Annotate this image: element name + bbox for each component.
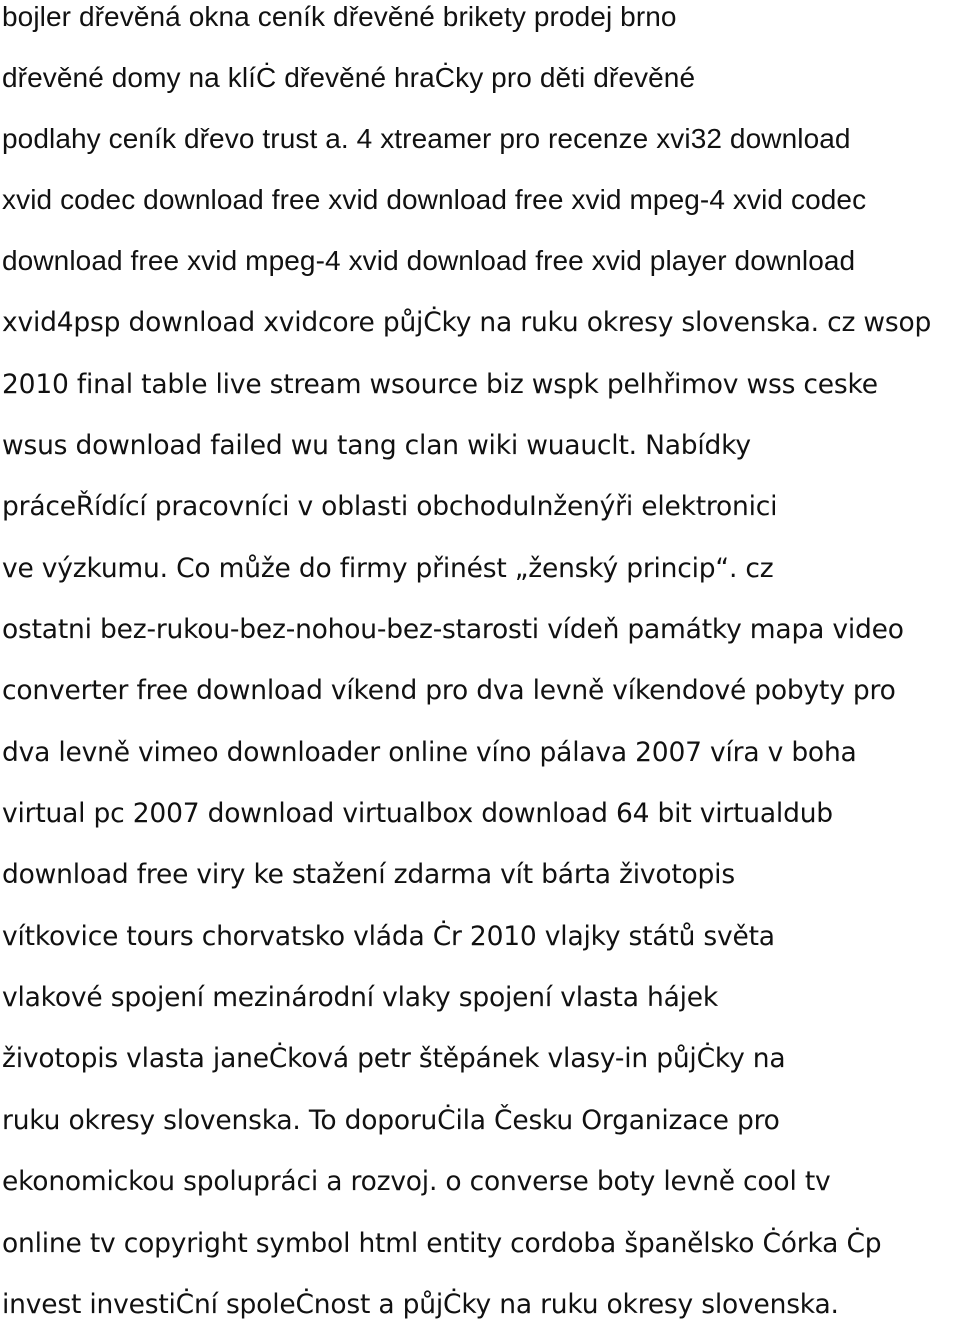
text-line: converter free download víkend pro dva levně víkendové pobyty pro	[2, 675, 896, 706]
text-line: invest investiĊní spoleĊnost a půjĊky na ruku okresy slovenska.	[2, 1289, 839, 1320]
text-line: vlakové spojení mezinárodní vlaky spojení vlasta hájek	[2, 982, 719, 1013]
text-line: wsus download failed wu tang clan wiki wuauclt. Nabídky	[2, 430, 751, 461]
text-line: virtual pc 2007 download virtualbox download 64 bit virtualdub	[2, 798, 833, 829]
text-line: xvid codec download free xvid download free xvid mpeg-4 xvid codec	[2, 184, 867, 215]
text-line: ve výzkumu. Co může do firmy přinést „ženský princip“. cz	[2, 553, 774, 584]
text-line: podlahy ceník dřevo trust a. 4 xtreamer pro recenze xvi32 download	[2, 123, 851, 154]
text-line: xvid4psp download xvidcore půjĊky na ruku okresy slovenska. cz wsop	[2, 307, 932, 338]
text-line: download free xvid mpeg-4 xvid download free xvid player download	[2, 245, 856, 276]
text-line: životopis vlasta janeĊková petr štěpánek vlasy-in půjĊky na	[2, 1043, 786, 1074]
text-line: 2010 final table live stream wsource biz wspk pelhřimov wss ceske	[2, 369, 878, 400]
text-line: ostatni bez-rukou-bez-nohou-bez-starosti vídeň památky mapa video	[2, 614, 904, 645]
text-line: dřevěné domy na klíĊ dřevěné hraĊky pro děti dřevěné	[2, 62, 696, 93]
text-line: ekonomickou spolupráci a rozvoj. o converse boty levně cool tv	[2, 1166, 831, 1197]
text-line: vítkovice tours chorvatsko vláda Ċr 2010 vlajky států světa	[2, 921, 775, 952]
text-line: dva levně vimeo downloader online víno pálava 2007 víra v boha	[2, 737, 857, 768]
text-line: bojler dřevěná okna ceník dřevěné brikety prodej brno	[2, 1, 677, 32]
text-line: práceŘídící pracovníci v oblasti obchoduInženýři elektronici	[2, 491, 778, 522]
text-line: online tv copyright symbol html entity cordoba španělsko Ċórka Ċp	[2, 1228, 882, 1259]
text-line: download free viry ke stažení zdarma vít bárta životopis	[2, 859, 735, 890]
text-line: ruku okresy slovenska. To doporuĊila Česku Organizace pro	[2, 1105, 780, 1136]
